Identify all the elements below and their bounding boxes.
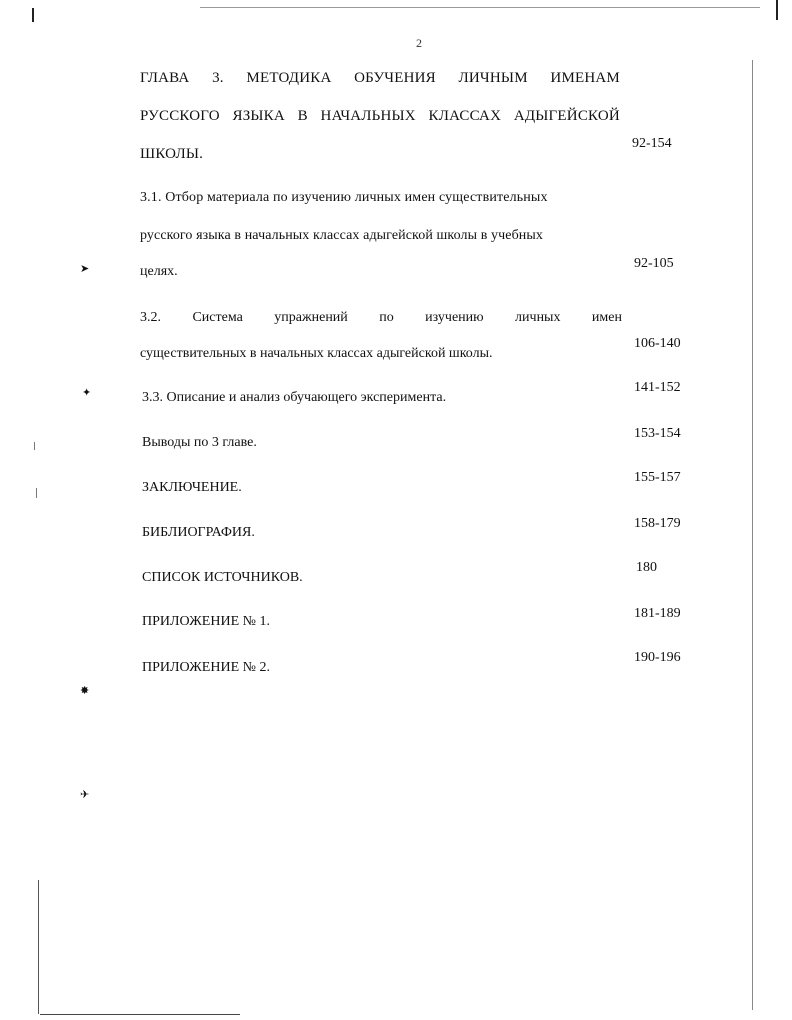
conclusion-pages: 155-157 — [634, 470, 681, 485]
bibliography: БИБЛИОГРАФИЯ. — [142, 525, 255, 540]
chapter-word: ОБУЧЕНИЯ — [354, 70, 436, 86]
scan-edge-top — [200, 7, 760, 8]
scan-edge-bottom — [40, 1014, 240, 1015]
scan-edge-left — [38, 880, 39, 1014]
chapter-word: РУССКОГО — [140, 108, 220, 124]
scan-tick-left — [34, 442, 35, 450]
section-word: изучению — [425, 310, 484, 325]
section-3-3: 3.3. Описание и анализ обучающего эксперимента. — [142, 390, 447, 405]
scan-edge-top-right — [776, 0, 778, 20]
section-word: Система — [192, 310, 243, 325]
scan-edge-top-left — [32, 8, 34, 22]
section-3-1-line-3: целях. — [140, 264, 178, 279]
appendix-1: ПРИЛОЖЕНИЕ № 1. — [142, 614, 270, 629]
section-3-1-line-1: 3.1. Отбор материала по изучению личных имен существительных — [140, 190, 548, 205]
conclusions-ch3-pages: 153-154 — [634, 426, 681, 441]
section-3-2-pages: 106-140 — [634, 336, 681, 351]
section-word: 3.2. — [140, 310, 161, 325]
section-word: имен — [591, 310, 622, 325]
sources: СПИСОК ИСТОЧНИКОВ. — [142, 570, 303, 585]
chapter-word: ГЛАВА — [140, 70, 190, 86]
chapter-word: ЯЗЫКА — [232, 108, 285, 124]
appendix-2: ПРИЛОЖЕНИЕ № 2. — [142, 660, 270, 675]
sources-pages: 180 — [636, 560, 657, 575]
chapter-word: ЛИЧНЫМ — [458, 70, 528, 86]
section-3-2-line-2: существительных в начальных классах адыгейской школы. — [140, 346, 493, 361]
section-word: по — [379, 310, 394, 325]
chapter-word: МЕТОДИКА — [246, 70, 332, 86]
appendix-2-pages: 190-196 — [634, 650, 681, 665]
section-3-2-line-1 — [140, 310, 622, 326]
section-word: личных — [515, 310, 561, 325]
section-3-1-pages: 92-105 — [634, 256, 674, 271]
scan-edge-right — [752, 60, 753, 1010]
chapter-pages: 92-154 — [632, 136, 672, 151]
section-word: упражнений — [274, 310, 348, 325]
conclusion: ЗАКЛЮЧЕНИЕ. — [142, 480, 242, 495]
chapter-title-line-2 — [140, 108, 620, 125]
chapter-title-line-1 — [140, 70, 620, 87]
section-3-1-line-2: русского языка в начальных классах адыгейской школы в учебных — [140, 228, 543, 243]
conclusions-ch3: Выводы по 3 главе. — [142, 435, 257, 450]
chapter-word: НАЧАЛЬНЫХ — [320, 108, 416, 124]
section-3-3-pages: 141-152 — [634, 380, 681, 395]
chapter-word: ИМЕНАМ — [550, 70, 620, 86]
scan-mark-2: ✦ — [82, 387, 92, 399]
chapter-word: 3. — [212, 70, 224, 86]
scan-mark-3: ✸ — [80, 685, 90, 697]
scan-tick-left-2 — [36, 488, 37, 498]
chapter-title-line-3: ШКОЛЫ. — [140, 146, 204, 162]
chapter-word: В — [297, 108, 308, 124]
scan-mark-4: ✈ — [80, 789, 90, 801]
page-number: 2 — [416, 36, 422, 50]
scan-mark-1: ➤ — [80, 263, 90, 275]
bibliography-pages: 158-179 — [634, 516, 681, 531]
appendix-1-pages: 181-189 — [634, 606, 681, 621]
chapter-word: АДЫГЕЙСКОЙ — [513, 108, 620, 124]
chapter-word: КЛАССАХ — [428, 108, 502, 124]
